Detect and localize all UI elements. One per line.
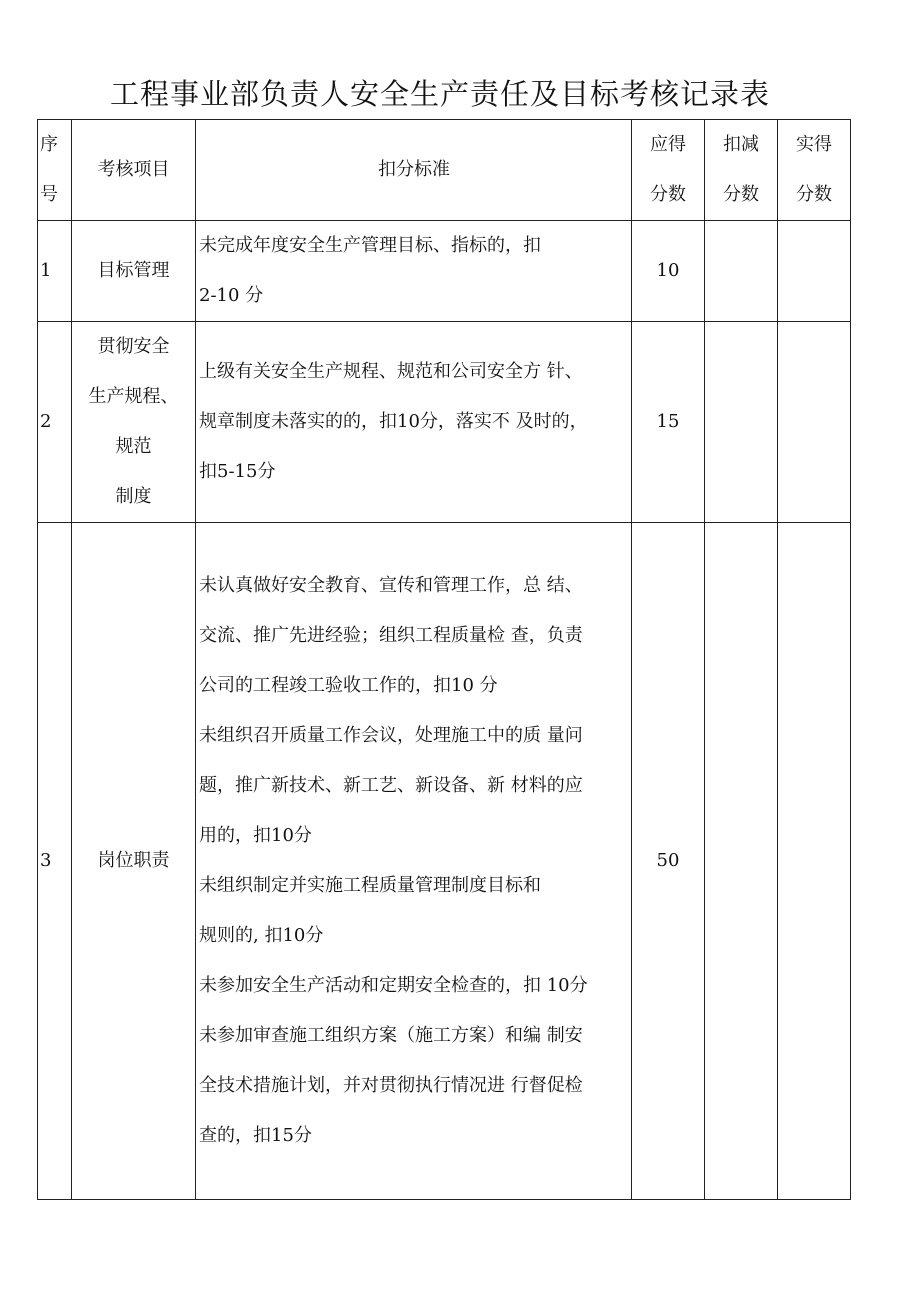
row-item — [72, 221, 196, 322]
row-due-score: 10 — [632, 221, 705, 322]
row-deduct-score[interactable] — [705, 322, 778, 523]
criteria-line: 上级有关安全生产规程、规范和公司安全方 针、 — [199, 361, 583, 382]
header-item: 考核项目 — [72, 120, 196, 221]
criteria-line: 未完成年度安全生产管理目标、指标的，扣 — [199, 235, 541, 256]
criteria-line: 公司的工程竣工验收工作的，扣10 分 — [199, 675, 498, 696]
header-due-score — [632, 120, 705, 221]
row-criteria — [196, 221, 632, 322]
header-seq-line: 序 — [40, 134, 58, 155]
header-actual-line: 分数 — [796, 184, 832, 205]
header-deduct-score — [705, 120, 778, 221]
header-actual-line: 实得 — [796, 134, 832, 155]
header-deduct-line: 分数 — [723, 184, 759, 205]
header-deduct-line: 扣减 — [723, 134, 759, 155]
row-due-score: 50 — [632, 523, 705, 1200]
row-deduct-score[interactable] — [705, 221, 778, 322]
criteria-line: 查的，扣15分 — [199, 1125, 312, 1146]
row-item-line: 制度 — [115, 486, 152, 507]
criteria-line: 未组织制定并实施工程质量管理制度目标和 — [199, 875, 541, 896]
row-item-line: 目标管理 — [97, 260, 170, 281]
header-due-line: 应得 — [650, 134, 686, 155]
criteria-line: 全技术措施计划，并对贯彻执行情况进 行督促检 — [199, 1075, 583, 1096]
header-actual-score — [778, 120, 851, 221]
row-criteria — [196, 523, 632, 1200]
row-deduct-score[interactable] — [705, 523, 778, 1200]
row-item-line: 规范 — [115, 436, 152, 457]
table-row — [38, 322, 851, 523]
row-due-score: 15 — [632, 322, 705, 523]
row-seq: 2 — [38, 322, 72, 523]
table-row — [38, 221, 851, 322]
header-due-line: 分数 — [650, 184, 686, 205]
criteria-line: 题，推广新技术、新工艺、新设备、新 材料的应 — [199, 775, 583, 796]
row-item-line: 生产规程、 — [88, 386, 179, 407]
criteria-line: 规则的, 扣10分 — [199, 925, 324, 946]
criteria-line: 扣5-15分 — [199, 461, 276, 482]
criteria-line: 用的，扣10分 — [199, 825, 312, 846]
table-row — [38, 523, 851, 1200]
assessment-table — [37, 119, 851, 1200]
table-header-row — [38, 120, 851, 221]
row-criteria — [196, 322, 632, 523]
row-seq: 1 — [38, 221, 72, 322]
header-seq-line: 号 — [40, 184, 58, 205]
row-item-line: 贯彻安全 — [97, 336, 170, 357]
row-actual-score[interactable] — [778, 523, 851, 1200]
row-seq: 3 — [38, 523, 72, 1200]
row-item — [72, 322, 196, 523]
criteria-line: 规章制度未落实的的，扣10分，落实不 及时的， — [199, 411, 588, 432]
criteria-line: 未认真做好安全教育、宣传和管理工作，总 结、 — [199, 575, 583, 596]
header-criteria: 扣分标准 — [196, 120, 632, 221]
header-seq — [38, 120, 72, 221]
row-actual-score[interactable] — [778, 322, 851, 523]
criteria-line: 2-10 分 — [199, 285, 264, 306]
criteria-line: 未参加安全生产活动和定期安全检查的，扣 10分 — [199, 975, 588, 996]
criteria-line: 未组织召开质量工作会议，处理施工中的质 量问 — [199, 725, 583, 746]
page-title: 工程事业部负责人安全生产责任及目标考核记录表 — [109, 77, 770, 111]
criteria-line: 未参加审查施工组织方案（施工方案）和编 制安 — [199, 1025, 583, 1046]
row-item — [72, 523, 196, 1200]
row-item-line: 岗位职责 — [97, 850, 170, 871]
criteria-line: 交流、推广先进经验；组织工程质量检 查，负责 — [199, 625, 583, 646]
row-actual-score[interactable] — [778, 221, 851, 322]
